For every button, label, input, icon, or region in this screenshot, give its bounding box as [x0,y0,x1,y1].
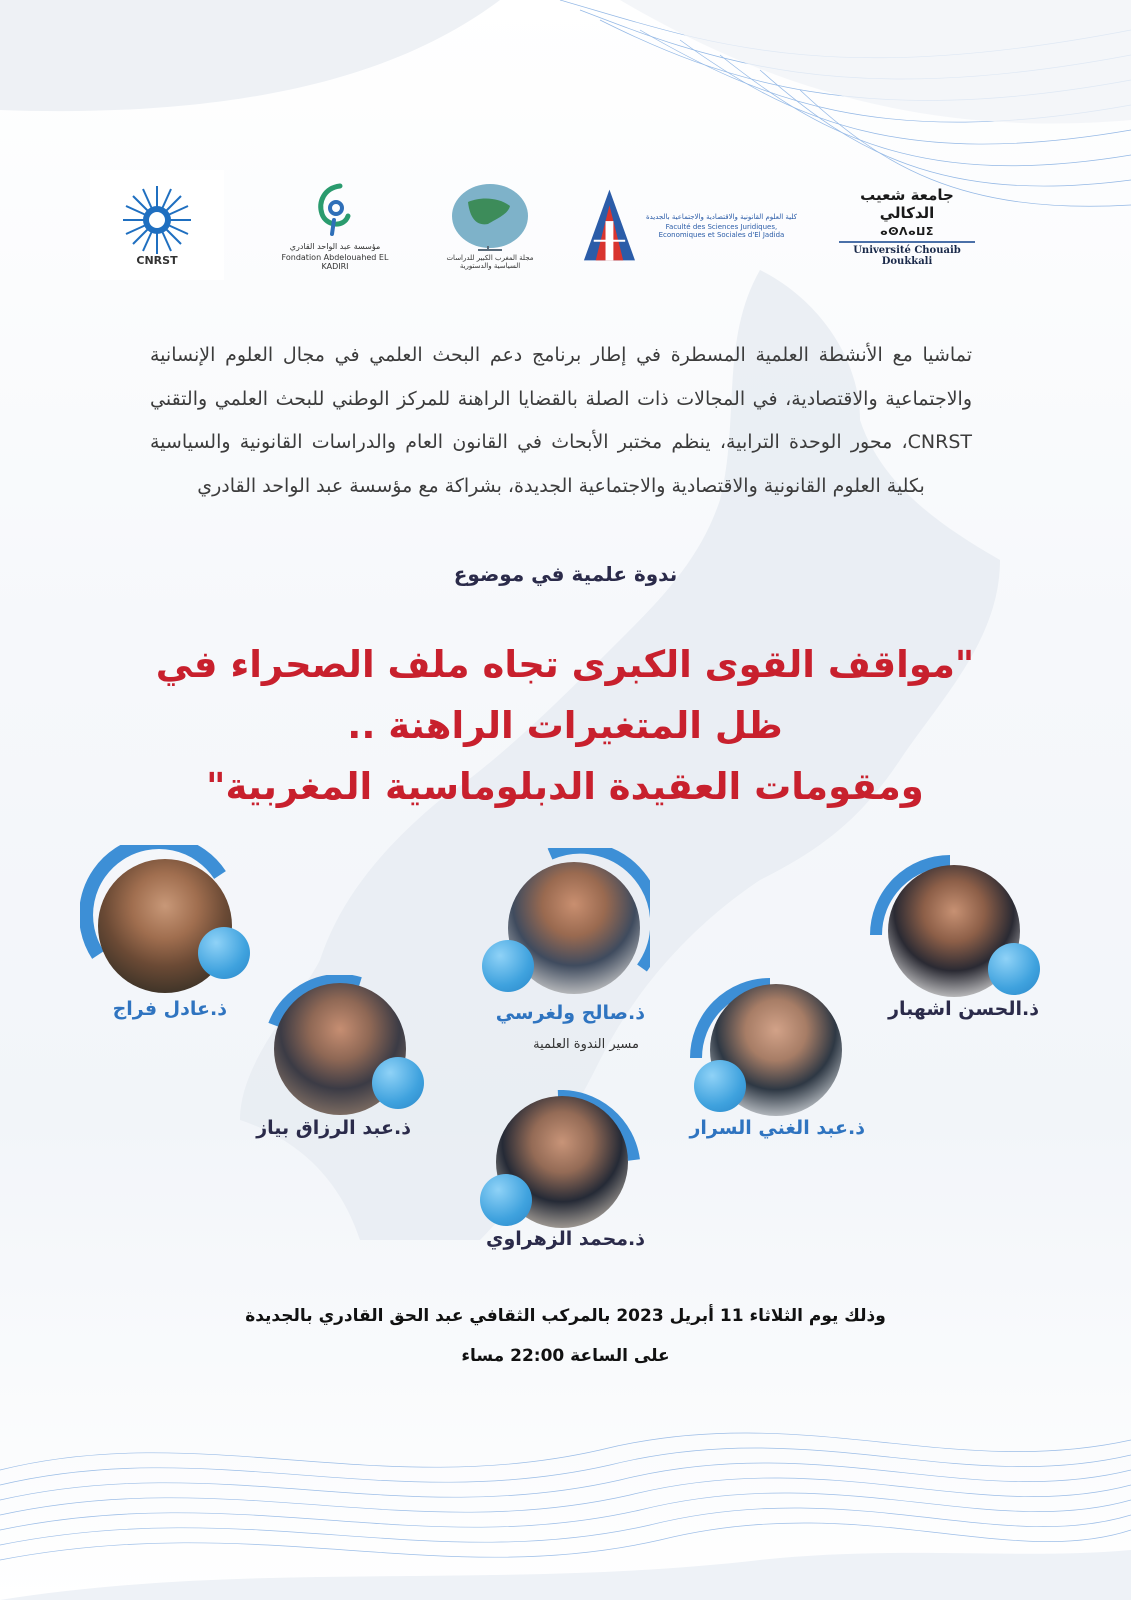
university-caption: Université Chouaib Doukkali [853,244,961,267]
speaker-name: ذ.عبد الرزاق بياز [256,1117,411,1139]
cnrst-logo [90,170,224,280]
university-divider [839,241,975,243]
event-time: على الساعة 22:00 مساء [461,1346,670,1366]
faculty-logo [580,170,800,280]
cnrst-caption: CNRST [136,253,178,267]
speaker-bubble [480,1174,532,1226]
journal-caption: مجلة المغرب الكبير للدراسات السياسية والدستورية [446,254,534,270]
speaker-bubble [694,1060,746,1112]
foundation-emblem-icon [310,180,360,240]
speaker-mohammed-zahraoui [478,1090,658,1240]
faculty-arabic-caption: كلية العلوم القانونية والاقتصادية والاجتماعية بالجديدة [645,213,797,221]
speaker-name: ذ.الحسن اشهبار [888,998,1039,1020]
speaker-bubble [482,940,534,992]
intro-paragraph: تماشيا مع الأنشطة العلمية المسطرة في إطار برنامج دعم البحث العلمي في مجال العلوم الإنسانية والاجتماعية والاقتصادية، في المجالات ذات الصلة بالقضايا الراهنة للمركز الوطني للبحث العلمي والتقني CNRST، محور الوحدة الترابية، ينظم مختبر الأبحاث في القانون العام والدراسات القانونية والسياسية بكلية العلوم القانونية والاقتصادية والاجتماعية الجديدة، بشراكة مع مؤسسة عبد الواحد القادري [150,344,972,497]
seminar-subheading: ندوة علمية في موضوع [453,562,678,586]
title-line-1: "مواقف القوى الكبرى تجاه ملف الصحراء في [155,643,975,686]
speaker-bubble [198,927,250,979]
logos-row [80,170,1000,290]
globe-icon [448,180,532,252]
speaker-bubble [988,943,1040,995]
speaker-abdelghani-sarrar [690,978,870,1128]
speaker-name: ذ.صالح ولغرسي [495,1002,645,1024]
grand-maghreb-journal-logo [435,170,545,280]
speaker-name: ذ.عبد الغني السرار [689,1117,865,1139]
speaker-name: ذ.عادل فراج [112,998,227,1020]
event-date-location: وذلك يوم الثلاثاء 11 أبريل 2023 بالمركب الثقافي عبد الحق القادري بالجديدة [245,1306,886,1326]
cnrst-sunburst-icon [107,184,207,256]
faculty-tower-icon [580,185,639,265]
abdelouahed-el-kadiri-foundation-logo [280,170,390,280]
university-arabic-name: جامعة شعيب الدكالي [860,185,954,222]
university-amazigh-name: ⴰⵙⴷⴰⵡⵉ [880,224,934,238]
foundation-arabic-caption: مؤسسة عبد الواحد القادري [289,241,381,251]
faculty-caption: Faculté des Sciences Juridiques, Economiques et Sociales d'El Jadida [658,223,785,239]
title-line-3: ومقومات العقيدة الدبلوماسية المغربية" [206,765,924,808]
university-logo [832,170,982,280]
title-line-2: ظل المتغيرات الراهنة .. [347,704,783,747]
speaker-role: مسير الندوة العلمية [533,1037,639,1052]
speaker-abderrazak-bayaz [260,975,440,1125]
speaker-bubble [372,1057,424,1109]
speaker-saleh-oulghorsi [480,848,660,1028]
speaker-name: ذ.محمد الزهراوي [486,1228,645,1250]
foundation-caption: Fondation Abdelouahed EL KADIRI [281,252,389,271]
seminar-title [100,634,1030,817]
